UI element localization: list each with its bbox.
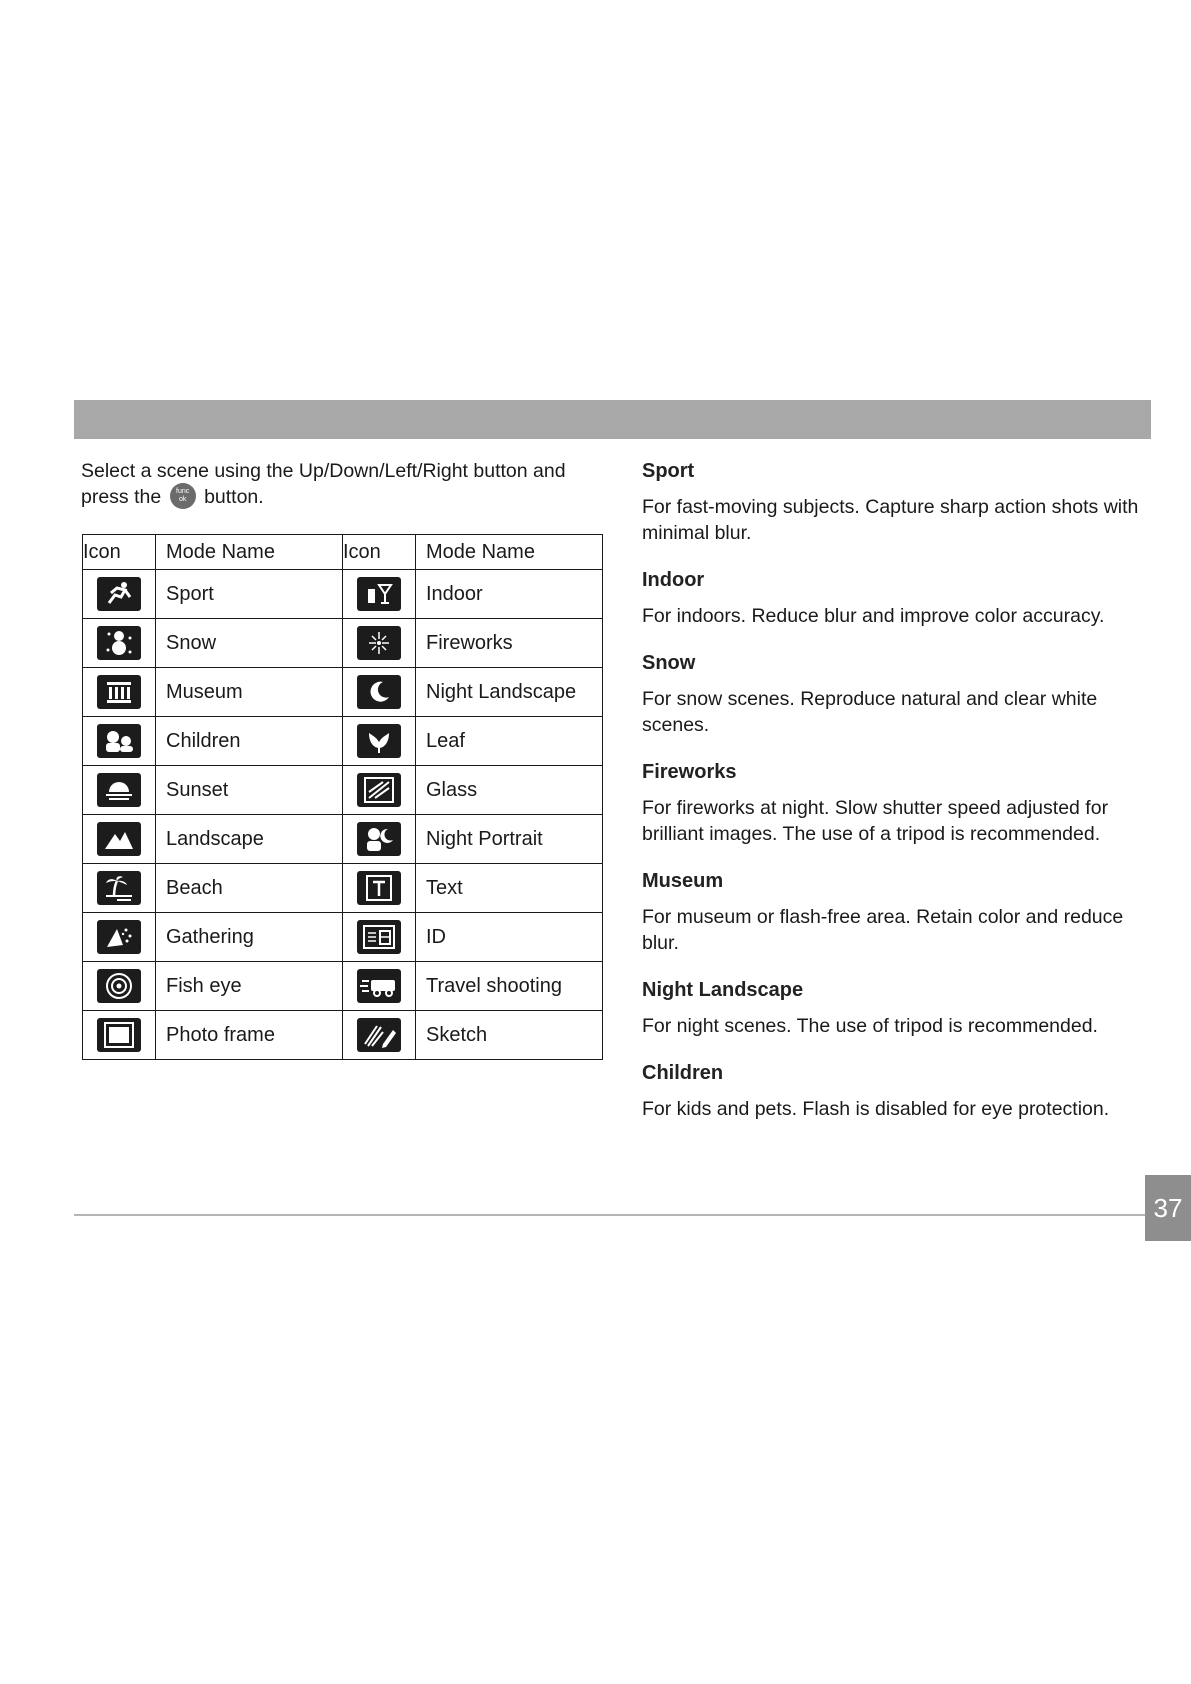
description-text: For museum or flash-free area. Retain color and reduce blur. bbox=[642, 906, 1124, 954]
description-title: Museum bbox=[642, 870, 724, 892]
table-row bbox=[83, 962, 603, 1011]
header-mode-name-right: Mode Name bbox=[416, 535, 603, 570]
ok-label: ok bbox=[178, 495, 187, 503]
sketch-icon bbox=[357, 1018, 401, 1052]
glass-icon bbox=[357, 773, 401, 807]
intro-text-before: Select a scene using the Up/Down/Left/Right button and press the bbox=[81, 460, 566, 508]
table-row bbox=[83, 864, 603, 913]
mode-name: Night Landscape bbox=[416, 668, 603, 717]
func-label: func bbox=[176, 487, 190, 495]
sport-icon bbox=[97, 577, 141, 611]
description-title: Indoor bbox=[642, 569, 705, 591]
table-row bbox=[83, 913, 603, 962]
description-title: Night Landscape bbox=[642, 979, 804, 1001]
travel-shooting-icon bbox=[357, 969, 401, 1003]
beach-icon bbox=[97, 871, 141, 905]
mode-name: Fish eye bbox=[156, 962, 343, 1011]
landscape-icon bbox=[97, 822, 141, 856]
description-title: Sport bbox=[642, 460, 695, 482]
description-text: For fast-moving subjects. Capture sharp action shots with minimal blur. bbox=[642, 496, 1139, 544]
mode-name: Fireworks bbox=[416, 619, 603, 668]
mode-name: Sunset bbox=[156, 766, 343, 815]
description-item bbox=[642, 650, 1152, 738]
description-text: For night scenes. The use of tripod is recommended. bbox=[642, 1015, 1098, 1037]
mode-name: Museum bbox=[156, 668, 343, 717]
gathering-icon bbox=[97, 920, 141, 954]
description-item bbox=[642, 1060, 1152, 1122]
night-landscape-icon bbox=[357, 675, 401, 709]
intro-text-after: button. bbox=[204, 486, 264, 508]
page-number: 37 bbox=[1145, 1175, 1191, 1241]
mode-name: Leaf bbox=[416, 717, 603, 766]
scene-descriptions bbox=[642, 458, 1152, 1143]
table-row bbox=[83, 766, 603, 815]
mode-name: Glass bbox=[416, 766, 603, 815]
museum-icon bbox=[97, 675, 141, 709]
header-icon-left: Icon bbox=[83, 535, 156, 570]
intro-text bbox=[81, 458, 601, 511]
scene-mode-table bbox=[82, 534, 603, 1060]
sunset-icon bbox=[97, 773, 141, 807]
header-icon-right: Icon bbox=[343, 535, 416, 570]
description-item bbox=[642, 977, 1152, 1039]
table-row bbox=[83, 619, 603, 668]
mode-name: Beach bbox=[156, 864, 343, 913]
description-title: Snow bbox=[642, 652, 696, 674]
description-title: Children bbox=[642, 1062, 724, 1084]
description-text: For kids and pets. Flash is disabled for eye protection. bbox=[642, 1098, 1110, 1120]
id-icon bbox=[357, 920, 401, 954]
table-row bbox=[83, 1011, 603, 1060]
description-item bbox=[642, 759, 1152, 847]
mode-name: Snow bbox=[156, 619, 343, 668]
indoor-icon bbox=[357, 577, 401, 611]
table-header-row bbox=[83, 535, 603, 570]
description-text: For indoors. Reduce blur and improve color accuracy. bbox=[642, 605, 1105, 627]
section-header-bar bbox=[74, 400, 1151, 439]
description-text: For snow scenes. Reproduce natural and clear white scenes. bbox=[642, 688, 1098, 736]
mode-name: Night Portrait bbox=[416, 815, 603, 864]
fish-eye-icon bbox=[97, 969, 141, 1003]
mode-name: Photo frame bbox=[156, 1011, 343, 1060]
children-icon bbox=[97, 724, 141, 758]
func-ok-button-icon bbox=[170, 483, 196, 509]
table-row bbox=[83, 570, 603, 619]
mode-name: Indoor bbox=[416, 570, 603, 619]
text-icon bbox=[357, 871, 401, 905]
photo-frame-icon bbox=[97, 1018, 141, 1052]
night-portrait-icon bbox=[357, 822, 401, 856]
table-row bbox=[83, 815, 603, 864]
description-title: Fireworks bbox=[642, 761, 737, 783]
mode-name: Children bbox=[156, 717, 343, 766]
leaf-icon bbox=[357, 724, 401, 758]
mode-name: Text bbox=[416, 864, 603, 913]
footer-divider bbox=[74, 1214, 1146, 1216]
mode-name: Sport bbox=[156, 570, 343, 619]
description-text: For fireworks at night. Slow shutter speed adjusted for brilliant images. The use of a tripod is recommended. bbox=[642, 797, 1109, 845]
mode-name: Sketch bbox=[416, 1011, 603, 1060]
header-mode-name-left: Mode Name bbox=[156, 535, 343, 570]
snow-icon bbox=[97, 626, 141, 660]
mode-name: Travel shooting bbox=[416, 962, 603, 1011]
description-item bbox=[642, 458, 1152, 546]
table-row bbox=[83, 668, 603, 717]
mode-name: ID bbox=[416, 913, 603, 962]
description-item bbox=[642, 868, 1152, 956]
description-item bbox=[642, 567, 1152, 629]
mode-name: Landscape bbox=[156, 815, 343, 864]
table-row bbox=[83, 717, 603, 766]
fireworks-icon bbox=[357, 626, 401, 660]
mode-name: Gathering bbox=[156, 913, 343, 962]
